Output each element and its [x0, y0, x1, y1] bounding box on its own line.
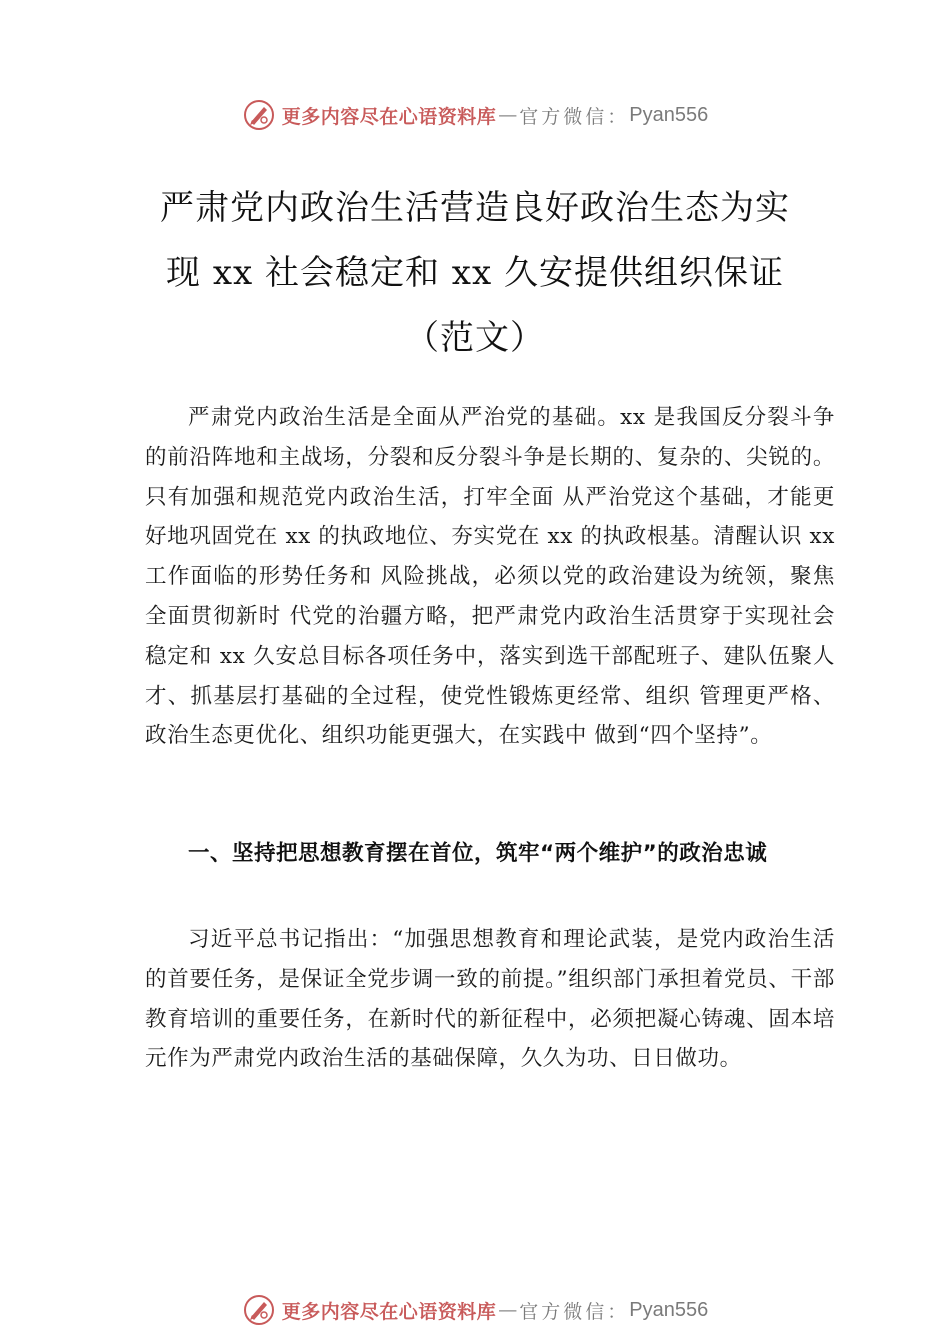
body-paragraph-1: 严肃党内政治生活是全面从严治党的基础。xx 是我国反分裂斗争的前沿阵地和主战场，分裂和反分裂斗争是长期的、复杂的、尖锐的。只有加强和规范党内政治生活，打牢全面 从严治党这个基础，才能更好地巩固党在 xx 的执政地位、夯实党在 xx 的执政根基。清醒认识 xx 工作面临的形势任务和 风险挑战，必须以党的政治建设为统领，聚焦全面贯彻新时 代党的治疆方略，把严肃党内政治生活贯穿于实现社会稳定和 xx 久安总目标各项任务中，落实到选干部配班子、建队伍聚人才、抓基层打基础的全过程，使党性锻炼更经常、组织 管理更严格、政治生态更优化、组织功能更强大，在实践中 做到“四个坚持”。 — [145, 405, 835, 749]
banner-main-text: 更多内容尽在心语资料库 — [281, 1300, 497, 1323]
banner-wechat-label: 官方微信： — [519, 1300, 630, 1323]
banner-main-text: 更多内容尽在心语资料库 — [281, 105, 497, 128]
banner-wechat-id: Pyan556 — [629, 103, 709, 126]
header-banner — [0, 95, 950, 135]
banner-wechat-id: Pyan556 — [629, 1298, 709, 1321]
logo-icon — [242, 1293, 276, 1327]
section-heading-1: 一、坚持把思想教育摆在首位，筑牢“两个维护”的政治忠诚 — [188, 841, 768, 866]
body-paragraph-2: 习近平总书记指出：“加强思想教育和理论武装，是党内政治生活的首要任务，是保证全党步调一致的前提。”组织部门承担着党员、干部教育培训的重要任务，在新时代的新征程中，必须把凝心铸魂、固本培元作为严肃党内政治生活的基础保障，久久为功、日日做功。 — [145, 927, 835, 1072]
footer-banner — [0, 1290, 950, 1330]
banner-separator: — — [498, 1299, 518, 1321]
logo-icon — [242, 98, 276, 132]
banner-separator: — — [498, 104, 518, 126]
title-line-1: 严肃党内政治生活营造良好政治生态为实 — [160, 188, 790, 228]
banner-wechat-label: 官方微信： — [519, 105, 630, 128]
title-line-2: 现 xx 社会稳定和 xx 久安提供组织保证 — [166, 253, 784, 293]
title-line-3: （范文） — [405, 318, 545, 358]
